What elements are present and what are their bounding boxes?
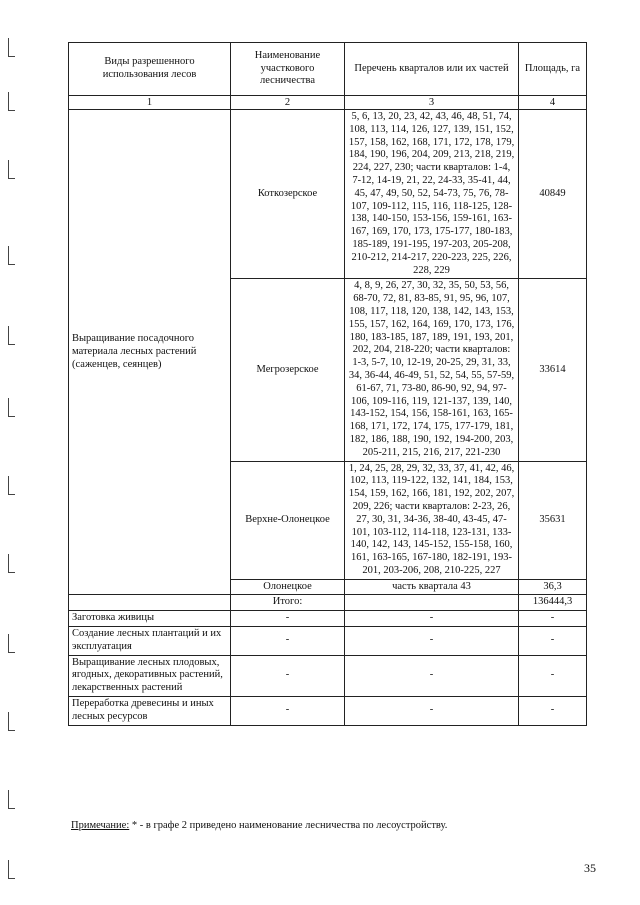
area-value: -: [519, 627, 587, 656]
blocks-list: -: [345, 697, 519, 726]
column-number-row: [69, 96, 587, 110]
header-blocks: Перечень кварталов или их частей: [345, 43, 519, 96]
forestry-name: Олонецкое: [231, 579, 345, 595]
blocks-list: -: [345, 627, 519, 656]
forest-use-table: [68, 42, 587, 726]
forestry-name: Верхне-Олонецкое: [231, 461, 345, 579]
area-value: 33614: [519, 279, 587, 461]
use-type-cell: Переработка древесины и иных лесных ресурсов: [69, 697, 231, 726]
binding-marks: [8, 0, 16, 905]
footnote-label: Примечание:: [71, 820, 130, 831]
area-value: -: [519, 655, 587, 696]
column-number: 4: [519, 96, 587, 110]
use-type-cell: Выращивание лесных плодовых, ягодных, декоративных растений, лекарственных растений: [69, 655, 231, 696]
total-empty-cell: [69, 595, 231, 611]
table-row: [69, 697, 587, 726]
forestry-name: -: [231, 627, 345, 656]
use-type-cell: Заготовка живицы: [69, 611, 231, 627]
header-forestry: Наименование участкового лесничества: [231, 43, 345, 96]
area-value: -: [519, 611, 587, 627]
header-use-type: Виды разрешенного использования лесов: [69, 43, 231, 96]
forestry-name: -: [231, 611, 345, 627]
column-number: 1: [69, 96, 231, 110]
blocks-list: 4, 8, 9, 26, 27, 30, 32, 35, 50, 53, 56, 68-70, 72, 81, 83-85, 91, 95, 96, 107, 108, 117, 118, 120, 138, 142, 143, 153, 155, 157, 162, 164, 169, 170, 173, 176, 180, 183-185, 187, 189, 191, 193, 201, 202, 204, 218-220; части кварталов: 1-3, 5-7, 10, 12-19, 20-25, 29, 31, 33, 34, 36-44, 46-49, 51, 52, 54, 55, 57-59, 61-67, 71, 73-80, 86-90, 92, 94, 97-106, 109-116, 119, 121-137, 139, 140, 143-152, 154, 156, 158-161, 163, 165-168, 171, 172, 174, 175, 177-179, 181, 182, 186, 188, 190, 192, 194-200, 203, 205-211, 215, 216, 217, 221-230: [345, 279, 519, 461]
header-area: Площадь, га: [519, 43, 587, 96]
table-row: [69, 627, 587, 656]
footnote: [71, 820, 447, 831]
total-row: [69, 595, 587, 611]
header-row: [69, 43, 587, 96]
blocks-list: часть квартала 43: [345, 579, 519, 595]
area-value: -: [519, 697, 587, 726]
footnote-text: * - в графе 2 приведено наименование лесничества по лесоустройству.: [129, 820, 448, 831]
total-area: 136444,3: [519, 595, 587, 611]
column-number: 3: [345, 96, 519, 110]
table-row: [69, 611, 587, 627]
blocks-list: -: [345, 655, 519, 696]
use-type-cell: Выращивание посадочного материала лесных растений (саженцев, сеянцев): [69, 110, 231, 595]
forestry-name: -: [231, 697, 345, 726]
forestry-name: Мегрозерское: [231, 279, 345, 461]
area-value: 40849: [519, 110, 587, 279]
total-label: Итого:: [231, 595, 345, 611]
blocks-list: 5, 6, 13, 20, 23, 42, 43, 46, 48, 51, 74, 108, 113, 114, 126, 127, 139, 151, 152, 157, 158, 162, 168, 171, 172, 178, 179, 184, 190, 196, 204, 209, 213, 218, 219, 224, 227, 230; части кварталов: 1-4, 7-12, 14-19, 21, 22, 24-33, 35-41, 44, 45, 47, 49, 50, 52, 54-73, 75, 76, 78-107, 109-112, 115, 116, 118-125, 128-138, 140-150, 153-156, 159-161, 163-167, 169, 170, 173, 175-177, 180-183, 185-189, 191-195, 197-203, 205-208, 210-212, 214-217, 220-223, 225, 226, 228, 229: [345, 110, 519, 279]
column-number: 2: [231, 96, 345, 110]
forestry-name: Коткозерское: [231, 110, 345, 279]
area-value: 36,3: [519, 579, 587, 595]
table-row: [69, 655, 587, 696]
page-number: 35: [584, 861, 596, 875]
total-empty-cell: [345, 595, 519, 611]
table-row: [69, 110, 587, 279]
area-value: 35631: [519, 461, 587, 579]
use-type-cell: Создание лесных плантаций и их эксплуатация: [69, 627, 231, 656]
blocks-list: -: [345, 611, 519, 627]
forestry-name: -: [231, 655, 345, 696]
blocks-list: 1, 24, 25, 28, 29, 32, 33, 37, 41, 42, 46, 102, 113, 119-122, 132, 141, 184, 153, 154, 159, 162, 166, 181, 192, 202, 207, 209, 226; части кварталов: 2-23, 26, 27, 30, 31, 34-36, 38-40, 43-45, 47-101, 103-112, 114-118, 123-131, 133-140, 142, 143, 145-152, 155-158, 160, 161, 163-165, 167-180, 182-191, 193-201, 203-206, 208, 210-225, 227: [345, 461, 519, 579]
